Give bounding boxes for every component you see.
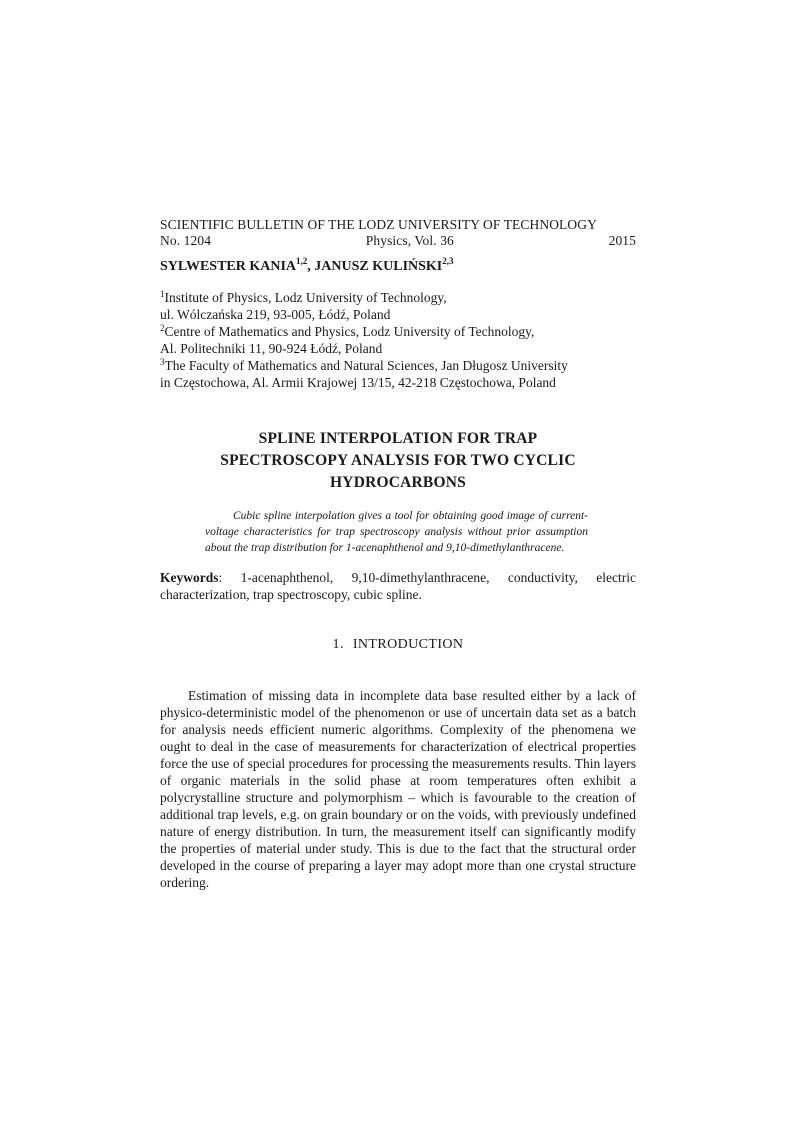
author-list bbox=[160, 258, 636, 276]
author-separator: , bbox=[307, 259, 315, 274]
affiliation-sup: 3 bbox=[160, 357, 165, 367]
keywords-text: : 1-acenaphthenol, 9,10-dimethylanthracene, conductivity, electric characterization, trap spectroscopy, cubic spline. bbox=[160, 570, 636, 602]
affiliation-list bbox=[160, 289, 636, 391]
section-number: 1. bbox=[332, 637, 344, 652]
affiliation-line bbox=[160, 306, 636, 323]
abstract: Cubic spline interpolation gives a tool for obtaining good image of current-voltage characteristics for trap spectroscopy analysis without prior assumption about the trap distribution for 1-acenaphthenol and 9,10-dimethylanthracene. bbox=[205, 510, 588, 554]
author-affiliation-sup: 1,2 bbox=[296, 256, 308, 266]
paper-page bbox=[160, 216, 636, 891]
author-name: SYLWESTER KANIA bbox=[160, 259, 297, 274]
affiliation-text: Institute of Physics, Lodz University of Technology, bbox=[164, 290, 447, 305]
keywords-label: Keywords bbox=[160, 570, 219, 585]
affiliation-line bbox=[160, 374, 636, 391]
journal-series: Physics, Vol. 36 bbox=[365, 233, 454, 248]
affiliation-line bbox=[160, 357, 636, 374]
affiliation-text: ul. Wólczańska 219, 93-005, Łódź, Poland bbox=[160, 307, 391, 322]
affiliation-text: in Częstochowa, Al. Armii Krajowej 13/15, 42-218 Częstochowa, Poland bbox=[160, 375, 556, 390]
author-affiliation-sup: 2,3 bbox=[442, 256, 454, 266]
affiliation-sup: 2 bbox=[160, 323, 165, 333]
journal-issue-line bbox=[160, 233, 636, 249]
affiliation-text: Centre of Mathematics and Physics, Lodz University of Technology, bbox=[164, 324, 535, 339]
title-line: SPECTROSCOPY ANALYSIS FOR TWO CYCLIC bbox=[220, 452, 576, 469]
affiliation-sup: 1 bbox=[160, 289, 165, 299]
affiliation-line bbox=[160, 289, 636, 306]
journal-number: No. 1204 bbox=[160, 233, 212, 248]
paper-title bbox=[160, 428, 636, 494]
affiliation-line bbox=[160, 340, 636, 357]
affiliation-line bbox=[160, 323, 636, 340]
journal-header bbox=[160, 216, 636, 249]
body-paragraph: Estimation of missing data in incomplete data base resulted either by a lack of physico-deterministic model of the phenomenon or use of uncertain data set as a batch for analysis needs efficient numeric algorithms. Complexity of the phenomena we ought to deal in the case of measurements for characterization of electrical properties force the use of special procedures for processing the measurements results. Thin layers of organic materials in the solid phase at room temperatures often exhibit a polycrystalline structure and polymorphism – which is favourable to the creation of additional trap levels, e.g. on grain boundary or on the voids, with previously undefined nature of energy distribution. In turn, the measurement itself can significantly modify the properties of material under study. This is due to the fact that the structural order developed in the course of preparing a layer may adopt more than one crystal structure ordering. bbox=[160, 688, 636, 890]
affiliation-text: Al. Politechniki 11, 90-924 Łódź, Poland bbox=[160, 341, 383, 356]
author-name: JANUSZ KULIŃSKI bbox=[314, 259, 443, 274]
title-line: HYDROCARBONS bbox=[330, 474, 466, 491]
affiliation-text: The Faculty of Mathematics and Natural Sciences, Jan Długosz University bbox=[164, 358, 568, 373]
journal-name: SCIENTIFIC BULLETIN OF THE LODZ UNIVERSITY OF TECHNOLOGY bbox=[160, 217, 597, 232]
keywords bbox=[160, 569, 636, 603]
section-heading bbox=[160, 636, 636, 654]
section-title: INTRODUCTION bbox=[352, 637, 464, 652]
journal-year: 2015 bbox=[608, 233, 636, 248]
title-line: SPLINE INTERPOLATION FOR TRAP bbox=[258, 430, 538, 447]
